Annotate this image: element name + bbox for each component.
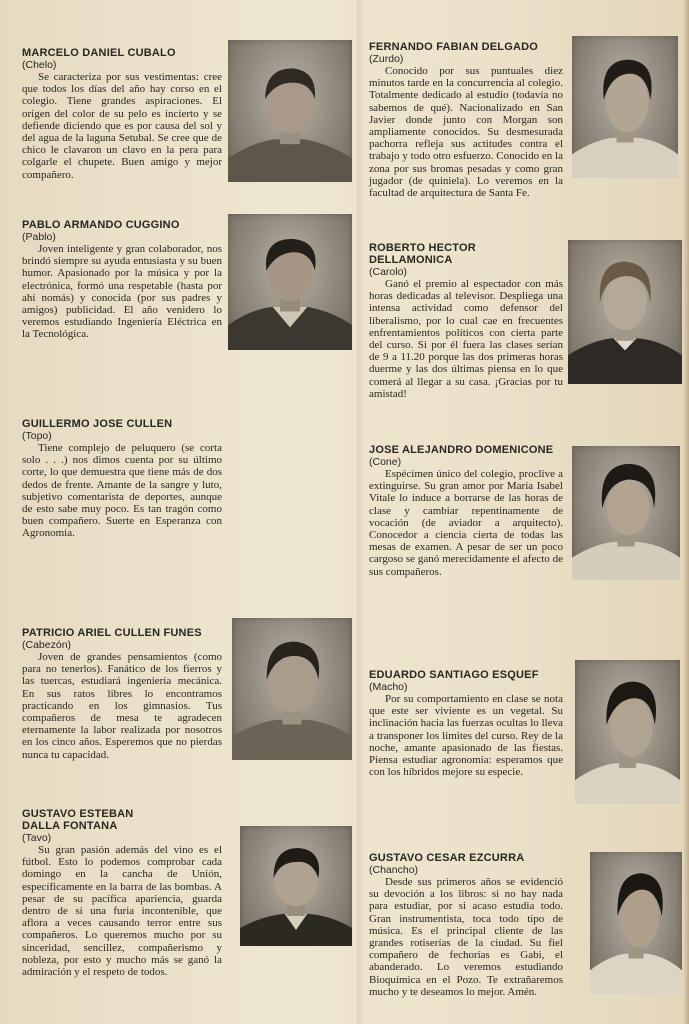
student-nickname: (Macho) [369, 681, 408, 693]
student-nickname: (Carolo) [369, 266, 407, 278]
student-bio: Desde sus primeros años se evidenció su devoción a los libros: si no hay nada para estudiar, por si acaso estudia todo. Gran instrumentista, toca todo tipo de música. Es el principal cliente de las grandes rotiserías de la ciudad. Su fiel compañero de fechorías es Gabi, el abanderado. Lo veremos estudiando Bioquímica en el Pozo. Te extrañaremos mucho y te deseamos lo mejor. Amén. [369, 876, 563, 998]
student-bio: Ganó el premio al espectador con más horas dedicadas al televisor. Despliega una intensa actividad como defensor del liberalismo, por lo cual cae en frecuentes enfrentamientos políticos con cierta parte del curso. Si por él fuera las clases serían de 9 a 11.20 porque las dos primeras horas duerme y las dos últimas piensa en lo que comerá al llegar a su casa. ¡Gracias por tu amistad! [369, 278, 563, 400]
portrait-photo [575, 660, 680, 804]
portrait-photo [572, 446, 680, 580]
student-bio: Su gran pasión además del vino es el fútbol. Esto lo podemos comprobar cada domingo en la cancha de Unión, específicamente en la barra de las bombas. A pesar de su pacífica apariencia, guarda dentro de sí una furia incontenible, que aflora a veces causando terror entre sus compañeros. Lo queremos mucho por su sinceridad, sencillez, compañerismo y nobleza, por esto y mucho más se ganó la admiración y el respeto de todos. [22, 844, 222, 979]
student-bio: Tiene complejo de peluquero (se corta solo . . .) nos dimos cuenta por su último corte, lo que demuestra que tiene más de dos dedos de frente. Amante de la sangre y luto, subjetivo comentarista de deportes, aunque de esto sabe muy poco. Es tan tragón como buen compañero. Suerte en Esperanza con Agronomía. [22, 442, 222, 540]
student-bio: Por su comportamiento en clase se nota que este ser viviente es un vegetal. Su inclinación hacia las fuerzas ocultas lo lleva a transponer los límites del curso. Rey de la noche, amante apasionado de las fiestas. Piensa estudiar agronomía: esperamos que con los híbridos mejore su especie. [369, 693, 563, 779]
student-nickname: (Cone) [369, 456, 402, 468]
portrait-photo [240, 826, 352, 946]
student-name: GUSTAVO CESAR EZCURRA [369, 852, 525, 864]
student-nickname: (Tavo) [22, 832, 52, 844]
student-entry-cullen [22, 418, 222, 540]
student-name: PABLO ARMANDO CUGGINO [22, 219, 180, 231]
portrait-photo [228, 40, 352, 182]
student-entry-domenicone [369, 444, 563, 578]
student-name: FERNANDO FABIAN DELGADO [369, 41, 538, 53]
student-bio: Espécimen único del colegio, proclive a extinguirse. Su gran amor por María Isabel Vitale lo induce a borrarse de las horas de clase y cambiar repentinamente de vocación (de aviador a arquitecto). Conocedor a ciencia cierta de todas las mesas de examen. A pesar de ser un poco cargoso se ganó merecidamente el afecto de sus compañeros. [369, 468, 563, 578]
student-nickname: (Chancho) [369, 864, 419, 876]
student-nickname: (Chelo) [22, 59, 57, 71]
student-entry-esquef [369, 669, 563, 778]
student-entry-dalla-fontana [22, 808, 222, 978]
student-name: MARCELO DANIEL CUBALO [22, 47, 176, 59]
student-bio: Joven de grandes pensamientos (como para no tenerlos). Fanático de los fierros y las tuercas, estudiará ingeniería mecánica. En sus ratos libres lo encontramos practicando en los gimnasios. Tus compañeros de mesa te agradecen eternamente la labor realizada por nosotros en los cinco años. Esperemos que no pierdas nunca tu capacidad. [22, 651, 222, 761]
student-name: ROBERTO HECTOR DELLAMONICA [369, 242, 476, 266]
student-name: PATRICIO ARIEL CULLEN FUNES [22, 627, 202, 639]
student-bio: Joven inteligente y gran colaborador, nos brindó siempre su ayuda entusiasta y su buen humor. Apasionado por la música y por la electrónica, formó una respetable (hasta por ahí nomás) y conocida (por sus padres y amigos) publicidad. El año venidero lo veremos estudiando Ingeniería Eléctrica en la Tecnológica. [22, 243, 222, 341]
portrait-photo [590, 852, 682, 994]
student-name: GUSTAVO ESTEBAN DALLA FONTANA [22, 808, 134, 832]
student-nickname: (Cabezón) [22, 639, 72, 651]
student-nickname: (Pablo) [22, 231, 56, 243]
portrait-photo [568, 240, 682, 384]
portrait-photo [232, 618, 352, 760]
student-name: GUILLERMO JOSE CULLEN [22, 418, 173, 430]
student-entry-cubalo [22, 47, 222, 181]
portrait-photo [572, 36, 678, 178]
student-entry-cullen-funes [22, 627, 222, 761]
student-name: EDUARDO SANTIAGO ESQUEF [369, 669, 539, 681]
student-name: JOSE ALEJANDRO DOMENICONE [369, 444, 554, 456]
student-entry-ezcurra [369, 852, 563, 998]
student-bio: Conocido por sus puntuales diez minutos tarde en la concurrencia al colegio. Totalmente dedicado al estudio (todavía no sabemos de qué). Nacionalizado en San Javier donde junto con Morgan son ampliamente conocidos. Su desmesurada pachorra refleja sus actitudes contra el trabajo y todo otro esfuerzo. Conocido en la zona por sus bromas pesadas y como gran jugador (de quiniela). Lo veremos en la facultad de arquitectura de Santa Fe. [369, 65, 563, 200]
student-entry-cuggino [22, 219, 222, 341]
portrait-photo [228, 214, 352, 350]
page-gutter [355, 0, 363, 1024]
student-bio: Se caracteriza por sus vestimentas: cree que todos los días del año hay corso en el colegio. Tiene grandes aspiraciones. El origen del color de su pelo es incierto y se defiende diciendo que es por causa del sol y del agua de la laguna Setubal. Se cree que de chico le clavaron un clavo en la pera para colgarle el chupete. Buen amigo y mejor compañero. [22, 71, 222, 181]
student-nickname: (Zurdo) [369, 53, 404, 65]
student-nickname: (Topo) [22, 430, 52, 442]
student-entry-dellamonica [369, 242, 563, 400]
student-entry-delgado [369, 41, 563, 199]
page-edge-shadow [683, 0, 689, 1024]
